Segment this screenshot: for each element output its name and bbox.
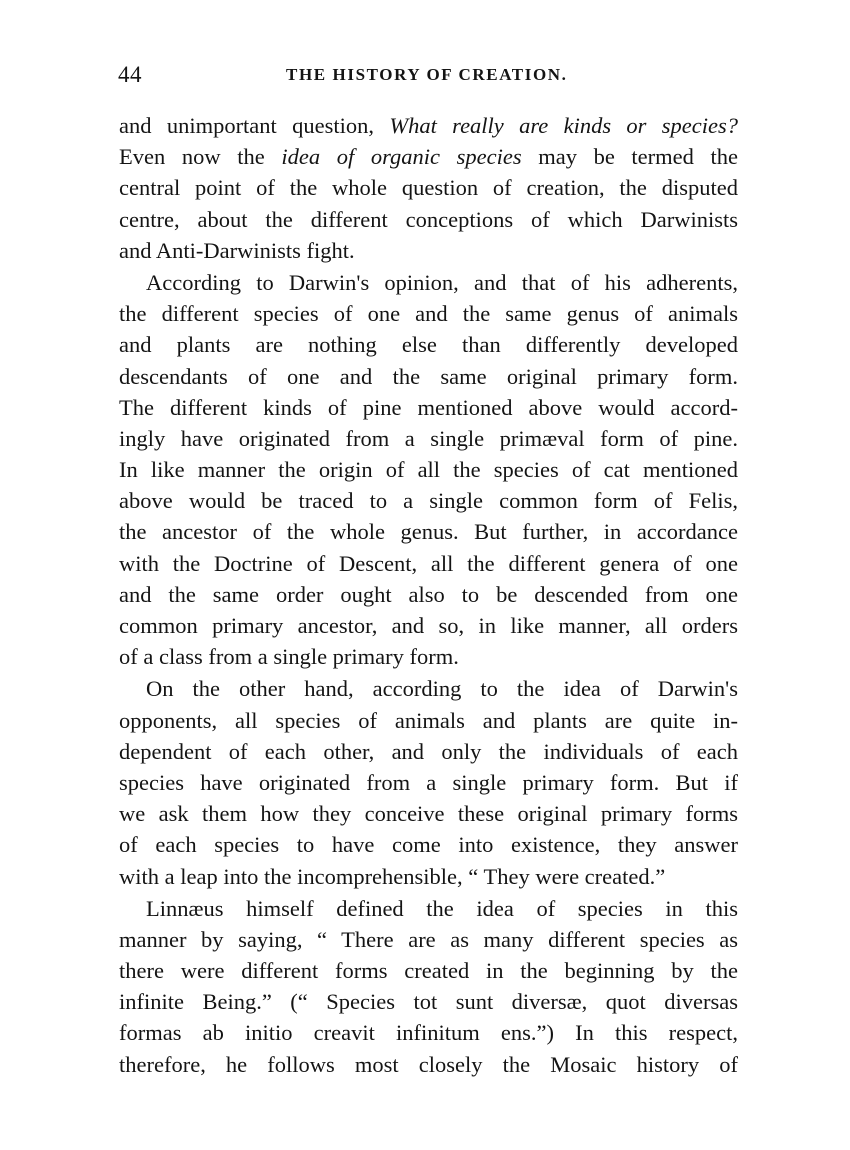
- text-line: [119, 705, 738, 736]
- text-line: [119, 454, 738, 485]
- text-segment: On the other hand, according to the idea of Darwin's: [146, 676, 738, 702]
- text-line: [119, 298, 738, 329]
- text-segment: may be termed the: [521, 144, 739, 170]
- text-segment: with a leap into the incomprehensible, “ They were created.”: [119, 863, 666, 889]
- text-segment: the different species of one and the same genus of animals: [119, 301, 738, 327]
- text-line: [119, 579, 738, 610]
- text-line: [119, 267, 738, 298]
- text-segment: and the same order ought also to be descended from one: [119, 581, 738, 607]
- text-segment: central point of the whole question of creation, the disputed: [119, 175, 738, 201]
- text-line: [119, 924, 738, 955]
- text-line: [119, 485, 738, 516]
- text-segment: and plants are nothing else than differently developed: [119, 332, 738, 358]
- text-line: [119, 204, 738, 235]
- text-segment: common primary ancestor, and so, in like manner, all orders: [119, 613, 738, 638]
- text-segment: manner by saying, “ There are as many different species as: [119, 926, 738, 952]
- text-segment: there were different forms created in the beginning by the: [119, 958, 738, 984]
- paragraph: [119, 267, 738, 672]
- text-segment: formas ab initio creavit infinitum ens.”) In this respect,: [119, 1020, 738, 1046]
- italic-phrase: What really are kinds or species?: [389, 113, 738, 138]
- italic-phrase: idea of organic species: [281, 144, 522, 170]
- text-line: [119, 641, 738, 672]
- text-segment: In like manner the origin of all the species of cat mentioned: [119, 457, 738, 483]
- paragraph: [119, 673, 738, 891]
- text-line: [119, 1017, 738, 1048]
- text-segment: and unimportant question,: [119, 113, 390, 138]
- text-segment: we ask them how they conceive these original primary forms: [119, 801, 738, 827]
- text-segment: The different kinds of pine mentioned above would accord-: [119, 394, 738, 420]
- running-title: THE HISTORY OF CREATION.: [286, 65, 568, 84]
- text-line: [119, 736, 738, 767]
- text-line: [119, 829, 738, 860]
- text-segment: therefore, he follows most closely the Mosaic history of: [119, 1051, 738, 1077]
- text-line: [119, 361, 738, 392]
- paragraph: [119, 893, 738, 1080]
- text-segment: and Anti-Darwinists fight.: [119, 237, 355, 263]
- text-segment: with the Doctrine of Descent, all the different genera of one: [119, 550, 738, 576]
- body-text: [119, 110, 738, 1081]
- text-segment: of each species to have come into existence, they answer: [119, 832, 738, 858]
- text-line: [119, 548, 738, 579]
- page-header: [118, 62, 738, 92]
- text-segment: descendants of one and the same original primary form.: [119, 363, 738, 389]
- text-segment: of a class from a single primary form.: [119, 644, 459, 670]
- text-segment: ingly have originated from a single primæval form of pine.: [119, 425, 738, 451]
- text-line: [119, 172, 738, 203]
- text-segment: above would be traced to a single common form of Felis,: [119, 488, 738, 514]
- text-segment: the ancestor of the whole genus. But further, in accordance: [119, 519, 738, 545]
- text-segment: species have originated from a single primary form. But if: [119, 769, 738, 795]
- text-line: [119, 767, 738, 798]
- text-line: [119, 798, 738, 829]
- text-line: [119, 392, 738, 423]
- text-line: [119, 423, 738, 454]
- page-number: 44: [118, 62, 142, 87]
- text-line: [119, 141, 738, 172]
- text-segment: According to Darwin's opinion, and that of his adherents,: [146, 269, 738, 295]
- text-line: [119, 673, 738, 704]
- text-segment: opponents, all species of animals and plants are quite in-: [119, 707, 738, 733]
- text-segment: Linnæus himself defined the idea of species in this: [146, 895, 738, 921]
- text-segment: infinite Being.” (“ Species tot sunt diversæ, quot diversas: [119, 989, 738, 1015]
- text-line: [119, 329, 738, 360]
- text-line: [119, 986, 738, 1017]
- text-line: [119, 893, 738, 924]
- paragraph: [119, 110, 738, 266]
- text-segment: Even now the: [119, 144, 282, 170]
- text-line: [119, 861, 738, 892]
- text-line: [119, 235, 738, 266]
- text-line: [119, 955, 738, 986]
- text-segment: dependent of each other, and only the individuals of each: [119, 738, 738, 764]
- text-line: [119, 110, 738, 141]
- text-line: [119, 516, 738, 547]
- text-line: [119, 1049, 738, 1080]
- text-line: [119, 610, 738, 641]
- text-segment: centre, about the different conceptions of which Darwinists: [119, 206, 738, 232]
